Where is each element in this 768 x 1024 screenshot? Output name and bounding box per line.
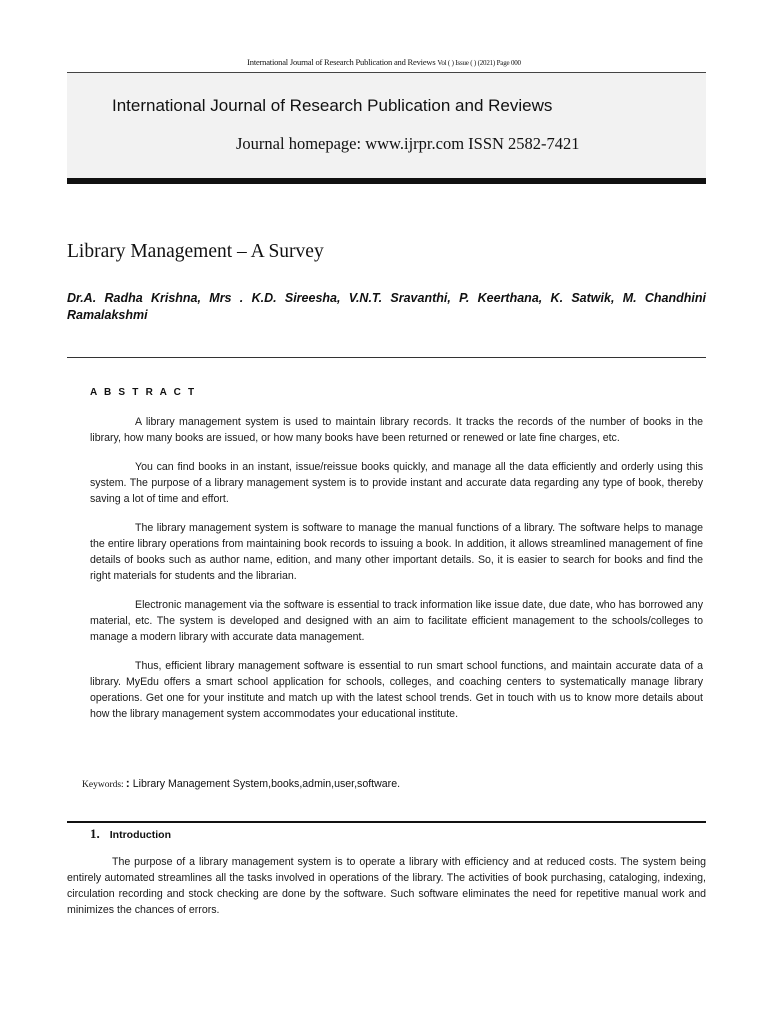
keywords-line [82, 776, 400, 790]
abstract-paragraph: Electronic management via the software is essential to track information like issue date, due date, who has borrowed any material, etc. The system is developed and designed with an aim to facilitate efficient management to the schools/colleges to manage a modern library with accurate data management. [90, 599, 703, 643]
running-header-volume: Vol ( ) Issue ( ) (2021) Page 000 [437, 59, 521, 67]
section-divider [67, 821, 706, 823]
introduction-body [67, 854, 706, 918]
section-title: Introduction [109, 829, 171, 841]
running-header [0, 57, 768, 67]
introduction-paragraph: The purpose of a library management system is to operate a library with efficiency and at reduced costs. The system being entirely automated streamlines all the tasks involved in operations of the library. The activities of book purchasing, cataloging, indexing, circulation recording and stock checking are done by the software. Such software eliminates the need for repetitive manual work and minimizes the chances of errors. [67, 856, 706, 916]
running-header-journal: International Journal of Research Publication and Reviews [247, 57, 436, 67]
abstract-paragraph: The library management system is software to manage the manual functions of a library. The software helps to manage the entire library operations from maintaining book records to issuing a book. In addition, it allows streamlined management of fine details of books such as author name, edition, and many other important details. So, it is easier to search for books and find the right materials for students and the librarian. [90, 522, 703, 582]
journal-homepage: Journal homepage: www.ijrpr.com ISSN 2582-7421 [236, 134, 580, 153]
section-heading [90, 825, 171, 843]
journal-masthead [67, 73, 706, 178]
author-list: Dr.A. Radha Krishna, Mrs . K.D. Sireesha, V.N.T. Sravanthi, P. Keerthana, K. Satwik, M. Chandhini Ramalakshmi [67, 291, 706, 322]
author-divider [67, 357, 706, 358]
abstract-paragraph: Thus, efficient library management software is essential to run smart school functions, and maintain accurate data of a library. MyEdu offers a smart school application for schools, colleges, and coaching centers to systematically manage library operations. Get one for your institute and match up with the latest school trends. Get in touch with us to know more details about how the library management system accommodates your educational institute. [90, 660, 703, 720]
abstract-heading: A B S T R A C T [90, 387, 197, 398]
keywords-label: Keywords: [82, 780, 124, 790]
abstract-paragraph: A library management system is used to maintain library records. It tracks the records of the number of books in the library, how many books are issued, or how many books have been returned or renewed or late fine charges, etc. [90, 416, 703, 444]
journal-name: International Journal of Research Publication and Reviews [112, 96, 553, 115]
keywords-value: Library Management System,books,admin,user,software. [132, 778, 401, 790]
abstract-body [90, 414, 703, 735]
paper-title: Library Management – A Survey [67, 241, 324, 262]
abstract-paragraph: You can find books in an instant, issue/reissue books quickly, and manage all the data efficiently and orderly using this system. The purpose of a library management system is to provide instant and accurate data regarding any type of book, thereby saving a lot of time and effort. [90, 461, 703, 505]
masthead-divider [67, 178, 706, 184]
section-number: 1. [90, 826, 100, 841]
keywords-colon: : [125, 776, 130, 790]
